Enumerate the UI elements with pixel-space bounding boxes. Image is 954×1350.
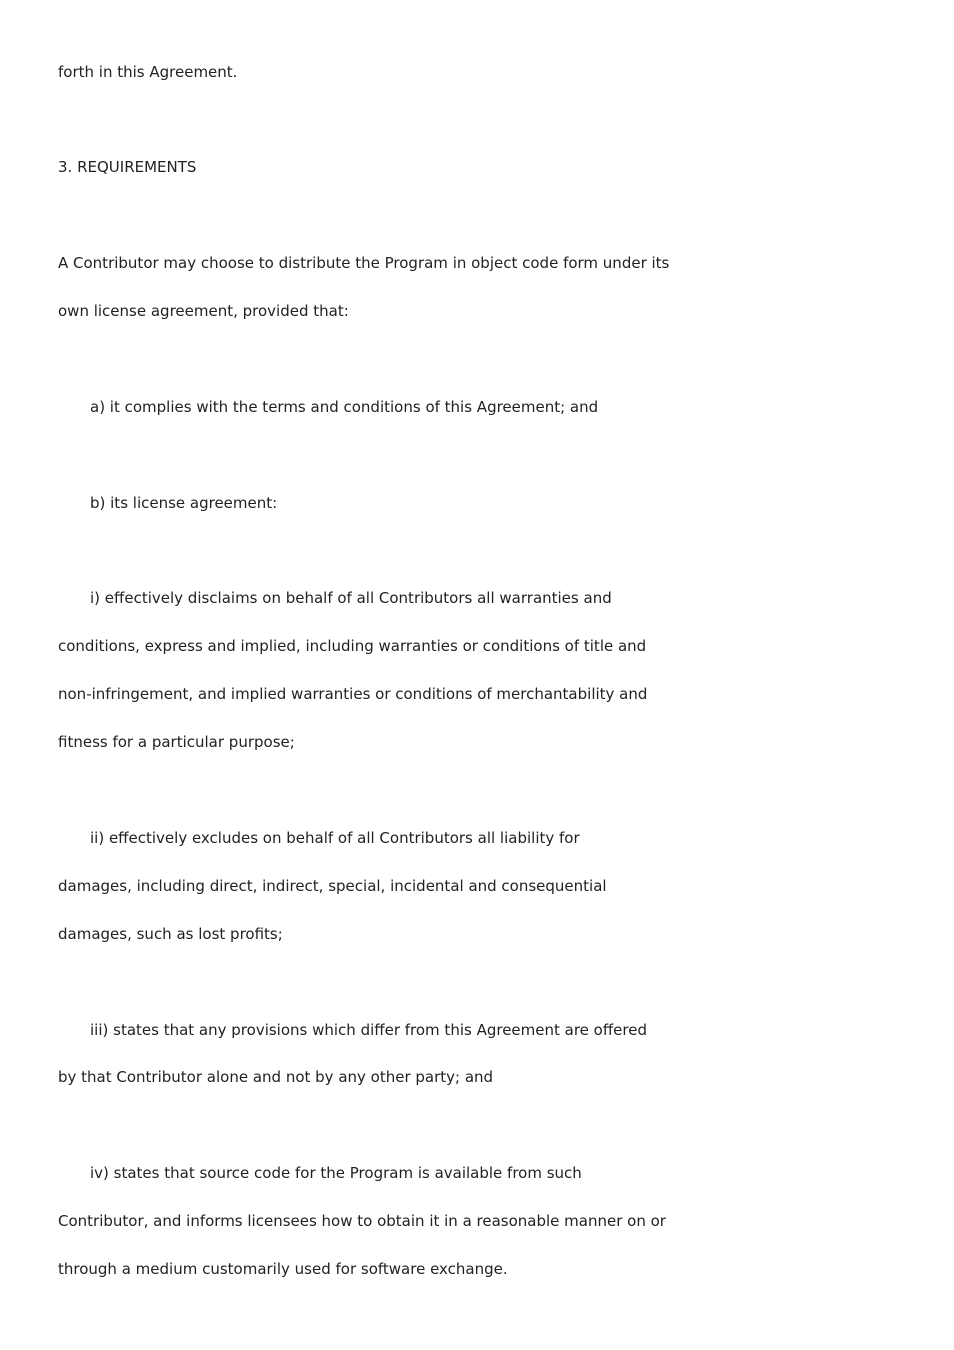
list-item-iv: iv) states that source code for the Program is available from such <box>90 1164 582 1182</box>
list-item-iii: iii) states that any provisions which differ from this Agreement are offered <box>90 1021 647 1039</box>
text-line: damages, including direct, indirect, special, incidental and consequential <box>58 877 607 895</box>
list-item-b: b) its license agreement: <box>90 494 278 512</box>
text-line: fitness for a particular purpose; <box>58 733 295 751</box>
list-item-i: i) effectively disclaims on behalf of all Contributors all warranties and <box>90 589 612 607</box>
text-line: A Contributor may choose to distribute the Program in object code form under its <box>58 254 670 272</box>
text-line: by that Contributor alone and not by any other party; and <box>58 1068 494 1086</box>
text-line: conditions, express and implied, including warranties or conditions of title and <box>58 637 647 655</box>
text-line: non-infringement, and implied warranties or conditions of merchantability and <box>58 685 648 703</box>
section-heading: 3. REQUIREMENTS <box>58 158 197 176</box>
text-line: forth in this Agreement. <box>58 63 238 81</box>
text-line: Contributor, and informs licensees how to obtain it in a reasonable manner on or <box>58 1212 666 1230</box>
list-item-a: a) it complies with the terms and conditions of this Agreement; and <box>90 398 599 416</box>
text-line: through a medium customarily used for software exchange. <box>58 1260 508 1278</box>
text-line: damages, such as lost profits; <box>58 925 283 943</box>
text-line: own license agreement, provided that: <box>58 302 349 320</box>
list-item-ii: ii) effectively excludes on behalf of all Contributors all liability for <box>90 829 580 847</box>
